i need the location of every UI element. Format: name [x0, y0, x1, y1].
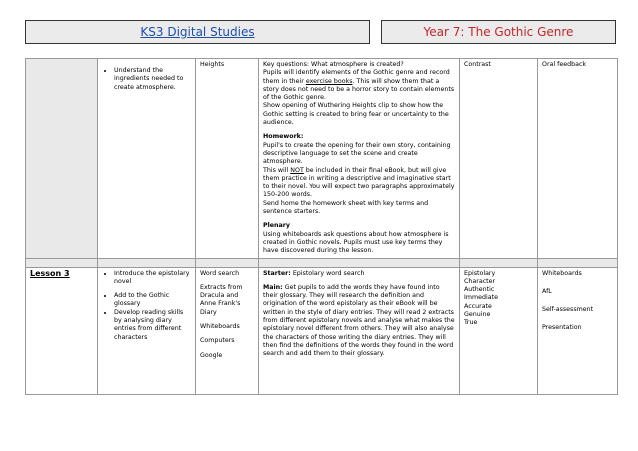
- keywords-cell: [460, 267, 538, 394]
- objective-item: • Add to the Gothic glossary: [114, 292, 191, 309]
- key-questions: Key questions: What atmosphere is created?: [263, 61, 404, 68]
- keyword-item: Accurate: [464, 302, 492, 310]
- table-row: [26, 59, 618, 259]
- keyword-item: Genuine: [464, 311, 491, 319]
- activity-text: Pupils will identify elements of the Gothic genre and record them in their exercise books. This will show them that a story does not need to be a horror story to contain elements of the Gothic genre.: [263, 69, 455, 102]
- homework-text-3: Send home the homework sheet with key terms and sentence starters.: [263, 199, 429, 216]
- keyword-item: Epistolary: [464, 269, 496, 277]
- exercise-books-link[interactable]: exercise books: [305, 77, 353, 85]
- resource-item: Google: [200, 351, 223, 359]
- keyword-item: Authentic: [464, 286, 495, 294]
- assessment-item: Oral feedback: [542, 61, 587, 68]
- main-text: Main: Get pupils to add the words they have found into their glossary. They will research the definition and origination of the word epistolary as their eBook will be written in the style of diary entries. They will read 2 extracts from different epistolary novels and analyse what makes the epistolary novel different from others. They will also analyse the characters of those writing the diary entries. They will then find the definitions of the words they found in the word search and add them to their glossary.: [263, 283, 455, 358]
- objective-item: • Introduce the epistolary novel: [114, 270, 191, 287]
- keyword-item: Character: [464, 277, 496, 285]
- resources-cell: [196, 267, 259, 394]
- assessment-item: Whiteboards: [542, 269, 582, 277]
- activities-cell: [259, 59, 460, 259]
- objective-item: • Develop reading skills by analysing diary entries from different characters: [114, 309, 191, 342]
- plenary-text: Using whiteboards ask questions about how atmosphere is created in Gothic novels. Pupils must use key terms they have discovered during the lesson.: [263, 230, 449, 255]
- keyword-item: Immediate: [464, 294, 498, 302]
- header-unit-box: [381, 20, 616, 44]
- resource-item: Heights: [200, 61, 225, 68]
- resources-cell: [196, 59, 259, 259]
- lesson-cell-empty: [26, 59, 98, 259]
- keywords-cell: [460, 59, 538, 259]
- keyword-item: True: [464, 319, 478, 327]
- objective-item: • Understand the ingredients needed to create atmosphere.: [114, 67, 191, 92]
- lesson-label: Lesson 3: [30, 268, 70, 278]
- separator-row: [26, 258, 618, 267]
- resource-item: Word search: [200, 269, 240, 277]
- lesson-cell: [26, 267, 98, 394]
- subject-title: KS3 Digital Studies: [140, 25, 255, 39]
- assessment-item: AfL: [542, 287, 552, 295]
- resource-item: Extracts from Dracula and Anne Frank's Diary: [200, 283, 243, 316]
- objectives-cell: [98, 59, 196, 259]
- unit-title: Year 7: The Gothic Genre: [423, 25, 574, 39]
- plenary-heading: Plenary: [263, 222, 290, 230]
- homework-heading: Homework:: [263, 133, 304, 141]
- header-subject-box: [25, 20, 370, 44]
- starter-text: Starter: Epistolary word search: [263, 269, 365, 277]
- assessment-cell: [538, 59, 618, 259]
- homework-text: Pupil's to create the opening for their own story, containing descriptive language to set the scene and create atmosphere.: [263, 141, 451, 166]
- table-row: [26, 267, 618, 394]
- assessment-cell: [538, 267, 618, 394]
- resource-item: Computers: [200, 337, 235, 345]
- assessment-item: Presentation: [542, 324, 582, 332]
- lesson-plan-table: [25, 58, 618, 395]
- objectives-cell: [98, 267, 196, 394]
- activities-cell: [259, 267, 460, 394]
- keyword-item: Contrast: [464, 61, 491, 68]
- activity-text-2: Show opening of Wuthering Heights clip to show how the Gothic setting is created to bring fear or uncertainty to the audience.: [263, 102, 449, 127]
- homework-text-2: This will NOT be included in their final eBook, but will give them practice in writing a descriptive and imaginative start to their novel. You will expect two paragraphs approximately 150-200 words.: [263, 166, 455, 199]
- resource-item: Whiteboards: [200, 323, 240, 331]
- assessment-item: Self-assessment: [542, 306, 594, 314]
